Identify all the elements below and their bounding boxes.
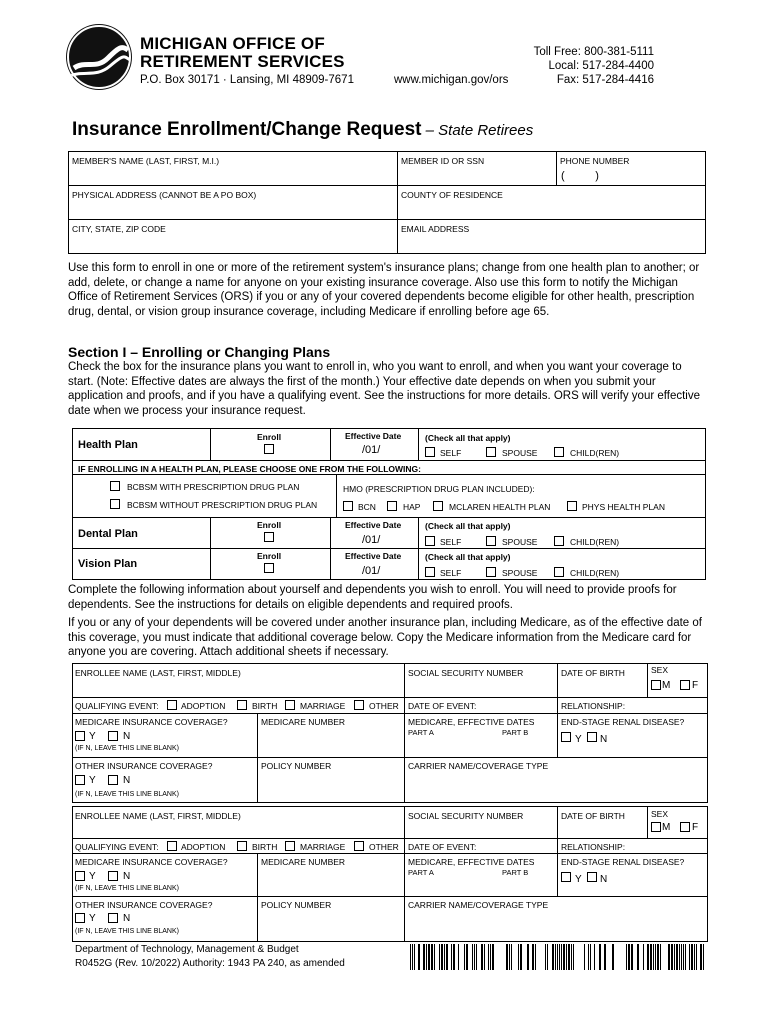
enrollee2-dob-field[interactable]: DATE OF BIRTH [561, 811, 625, 821]
enrollee2-medicare-coverage-label: MEDICARE INSURANCE COVERAGE? [75, 857, 228, 867]
health-spouse-label: SPOUSE [502, 448, 538, 458]
health-spouse-checkbox[interactable] [486, 447, 496, 457]
enrollee2-marriage-label: MARRIAGE [300, 842, 346, 852]
enrollee2-date-of-event-field[interactable]: DATE OF EVENT: [408, 842, 477, 852]
grid-line [336, 474, 337, 517]
dental-spouse-label: SPOUSE [502, 537, 538, 547]
enrollee1-marriage-label: MARRIAGE [300, 701, 346, 711]
enrollee2-birth-label: BIRTH [252, 842, 278, 852]
grid-line [418, 517, 419, 580]
org-name-line2: RETIREMENT SERVICES [140, 52, 345, 71]
grid-line [210, 517, 211, 580]
footer-form-number: R0452G (Rev. 10/2022) Authority: 1943 PA 240, as amended [75, 958, 345, 969]
dependents-paragraph: Complete the following information about yourself and dependents you wish to enroll. You will need to provide proofs for dependents. See the instructions for details on eligible dependents and required proofs. [68, 584, 677, 611]
enrollee1-medicare-n-checkbox[interactable] [108, 731, 118, 741]
enrollee1-medicare-y-checkbox[interactable] [75, 731, 85, 741]
health-children-label: CHILD(REN) [570, 448, 620, 458]
grid-line [72, 460, 706, 461]
enrollee1-relationship-field[interactable]: RELATIONSHIP: [561, 701, 626, 711]
bcn-label: BCN [358, 502, 376, 512]
vision-self-checkbox[interactable] [425, 567, 435, 577]
enrollee2-other-n-label: N [123, 913, 131, 924]
enrollee2-ssn-field[interactable]: SOCIAL SECURITY NUMBER [408, 811, 524, 821]
bcbsm-rx-label: BCBSM WITH PRESCRIPTION DRUG PLAN [127, 482, 300, 492]
website-link[interactable]: www.michigan.gov/ors [394, 74, 509, 86]
enrollee2-other-y-checkbox[interactable] [75, 913, 85, 923]
form-title-dash: – [421, 122, 439, 139]
enrollee1-qualifying-label: QUALIFYING EVENT: [75, 701, 159, 711]
member-id-field[interactable]: MEMBER ID OR SSN [401, 156, 485, 166]
toll-free-number: Toll Free: 800-381-5111 [533, 46, 654, 58]
physical-address-field[interactable]: PHYSICAL ADDRESS (CANNOT BE A PO BOX) [72, 190, 257, 200]
city-state-zip-field[interactable]: CITY, STATE, ZIP CODE [72, 224, 166, 234]
enrollee2-sex-m-label: M [662, 822, 671, 833]
enrollee2-esrd-n-checkbox[interactable] [587, 872, 597, 882]
dental-self-checkbox[interactable] [425, 536, 435, 546]
grid-line [72, 853, 708, 854]
enrollee2-esrd-label: END-STAGE RENAL DISEASE? [561, 857, 685, 867]
enrollee1-other-note: (IF N, LEAVE THIS LINE BLANK) [75, 791, 179, 798]
other-coverage-paragraph: If you or any of your dependents will be covered under another insurance plan, including Medicare, as of the effective date of this coverage, you must indicate that additional coverage below. Copy the Medicare information from the Medicare card for anyone you are covering. Attach additional sheets if necessary. [68, 617, 702, 658]
enrollee2-carrier-field[interactable]: CARRIER NAME/COVERAGE TYPE [408, 900, 549, 910]
dental-effective-date[interactable]: /01/ [362, 534, 381, 546]
grid-line [330, 517, 331, 580]
health-enroll-label: Enroll [257, 432, 282, 442]
enrollee1-sex-m-label: M [662, 680, 671, 691]
enrollee2-birth-checkbox[interactable] [237, 841, 247, 851]
enrollee2-other-label: OTHER [369, 842, 399, 852]
enrollee1-name-field[interactable]: ENROLLEE NAME (LAST, FIRST, MIDDLE) [75, 668, 241, 678]
fax-number: Fax: 517-284-4416 [556, 74, 654, 86]
enrollee2-relationship-field[interactable]: RELATIONSHIP: [561, 842, 626, 852]
grid-line [72, 896, 708, 897]
enrollee1-esrd-label: END-STAGE RENAL DISEASE? [561, 717, 685, 727]
vision-spouse-checkbox[interactable] [486, 567, 496, 577]
vision-self-label: SELF [440, 568, 462, 578]
health-effective-label: Effective Date [345, 431, 402, 441]
dental-enroll-checkbox[interactable] [264, 532, 274, 542]
health-check-all: (Check all that apply) [425, 433, 511, 443]
health-children-checkbox[interactable] [554, 447, 564, 457]
grid-line [557, 806, 558, 896]
enrollee1-other-label: OTHER [369, 701, 399, 711]
enrollee2-medicare-y-label: Y [89, 871, 96, 882]
grid-line [404, 663, 405, 803]
grid-line [257, 713, 258, 803]
enrollee-block-1 [72, 663, 708, 803]
email-field[interactable]: EMAIL ADDRESS [401, 224, 470, 234]
grid-line [72, 474, 706, 475]
enrollee2-sex-f-checkbox[interactable] [680, 822, 690, 832]
vision-effective-label: Effective Date [345, 551, 402, 561]
po-box-address: P.O. Box 30171 · Lansing, MI 48909-7671 [140, 74, 354, 86]
enrollee1-medicare-y-label: Y [89, 731, 96, 742]
grid-line [72, 838, 708, 839]
intro-paragraph: Use this form to enroll in one or more of the retirement system's insurance plans; change from one health plan to another; or add, delete, or change a name for anyone on your existing insurance coverage. Also use this form to notify the Michigan Office of Retirement Services (ORS) if you or any of your covered dependents become eligible for other health, prescription drug, dental, or vision group insurance coverage, including Medicare if enrolling before age 65. [68, 262, 700, 318]
road-emblem-icon [66, 24, 132, 90]
enrollee1-other-y-checkbox[interactable] [75, 775, 85, 785]
health-plan-label: Health Plan [78, 439, 138, 451]
enrollee2-medicare-number-field[interactable]: MEDICARE NUMBER [261, 857, 346, 867]
enrollee1-esrd-y-checkbox[interactable] [561, 732, 571, 742]
enrollee2-medicare-note: (IF N, LEAVE THIS LINE BLANK) [75, 885, 179, 892]
enrollee2-medicare-n-label: N [123, 871, 131, 882]
enrollee2-other-n-checkbox[interactable] [108, 913, 118, 923]
grid-line [72, 697, 708, 698]
enrollee2-sex-label: SEX [651, 809, 669, 819]
enrollee1-other-checkbox[interactable] [354, 700, 364, 710]
enrollee2-qualifying-label: QUALIFYING EVENT: [75, 842, 159, 852]
mclaren-label: MCLAREN HEALTH PLAN [449, 502, 551, 512]
dental-plan-label: Dental Plan [78, 528, 138, 540]
vision-effective-date[interactable]: /01/ [362, 565, 381, 577]
county-field[interactable]: COUNTY OF RESIDENCE [401, 190, 503, 200]
enrollee2-other-checkbox[interactable] [354, 841, 364, 851]
choose-one-note: IF ENROLLING IN A HEALTH PLAN, PLEASE CHOOSE ONE FROM THE FOLLOWING: [78, 464, 421, 474]
bcbsm-no-rx-checkbox[interactable] [110, 499, 120, 509]
health-self-checkbox[interactable] [425, 447, 435, 457]
footer-department: Department of Technology, Management & Budget [75, 944, 299, 955]
enrollee1-carrier-field[interactable]: CARRIER NAME/COVERAGE TYPE [408, 761, 549, 771]
phone-area-code: ( ) [561, 170, 599, 182]
ors-logo [66, 24, 132, 90]
enrollee1-adoption-label: ADOPTION [181, 701, 226, 711]
phys-health-checkbox[interactable] [567, 501, 577, 511]
form-title-sub: State Retirees [438, 122, 534, 139]
health-enroll-checkbox[interactable] [264, 444, 274, 454]
enrollee1-other-n-label: N [123, 775, 131, 786]
enrollee1-adoption-checkbox[interactable] [167, 700, 177, 710]
enrollee2-medicare-dates-label: MEDICARE, EFFECTIVE DATES [408, 857, 535, 867]
section-1-instructions: Check the box for the insurance plans you want to enroll in, who you want to enroll, and when you want your coverage to start. (Note: Effective dates are always the first of the month.) Your effective date depends on when you submit your application and proofs, and if you have a qualifying event. See the instructions for more details. ORS will verify your effective date when we process your insurance request. [68, 361, 700, 417]
enrollee1-esrd-y-label: Y [575, 734, 582, 745]
grid-line [556, 151, 557, 185]
enrollee1-other-n-checkbox[interactable] [108, 775, 118, 785]
dental-enroll-label: Enroll [257, 520, 282, 530]
enrollee1-part-b-field[interactable]: PART B [502, 728, 529, 737]
member-name-field[interactable]: MEMBER'S NAME (LAST, FIRST, M.I.) [72, 156, 220, 166]
grid-line [72, 517, 706, 518]
enrollee1-ssn-field[interactable]: SOCIAL SECURITY NUMBER [408, 668, 524, 678]
hap-label: HAP [403, 502, 421, 512]
enrollee2-sex-m-checkbox[interactable] [651, 822, 661, 832]
contact-numbers [496, 45, 654, 87]
enrollee1-medicare-n-label: N [123, 731, 131, 742]
hap-checkbox[interactable] [387, 501, 397, 511]
enrollee2-other-y-label: Y [89, 913, 96, 924]
enrollee1-sex-m-checkbox[interactable] [651, 680, 661, 690]
grid-line [72, 548, 706, 549]
enrollee2-adoption-label: ADOPTION [181, 842, 226, 852]
enrollee1-medicare-coverage-label: MEDICARE INSURANCE COVERAGE? [75, 717, 228, 727]
phys-health-label: PHYS HEALTH PLAN [582, 502, 665, 512]
enrollee-block-2 [72, 806, 708, 942]
enrollee1-policy-number-field[interactable]: POLICY NUMBER [261, 761, 332, 771]
enrollee2-marriage-checkbox[interactable] [285, 841, 295, 851]
barcode-icon [410, 944, 704, 970]
enrollee1-other-y-label: Y [89, 775, 96, 786]
vision-enroll-checkbox[interactable] [264, 563, 274, 573]
enrollee1-date-of-event-field[interactable]: DATE OF EVENT: [408, 701, 477, 711]
enrollee2-part-a-field[interactable]: PART A [408, 868, 434, 877]
vision-spouse-label: SPOUSE [502, 568, 538, 578]
vision-children-checkbox[interactable] [554, 567, 564, 577]
enrollee1-other-coverage-label: OTHER INSURANCE COVERAGE? [75, 761, 213, 771]
section-1-heading: Section I – Enrolling or Changing Plans [68, 344, 331, 360]
enrollee2-esrd-n-label: N [600, 874, 608, 885]
enrollee2-part-b-field[interactable]: PART B [502, 868, 529, 877]
grid-line [397, 151, 398, 254]
enrollee1-birth-checkbox[interactable] [237, 700, 247, 710]
enrollee2-policy-number-field[interactable]: POLICY NUMBER [261, 900, 332, 910]
grid-line [647, 806, 648, 838]
enrollee2-sex-f-label: F [692, 822, 699, 833]
enrollee1-birth-label: BIRTH [252, 701, 278, 711]
grid-line [68, 219, 706, 220]
grid-line [404, 806, 405, 942]
bcbsm-rx-checkbox[interactable] [110, 481, 120, 491]
health-self-label: SELF [440, 448, 462, 458]
form-title [72, 119, 533, 141]
grid-line [418, 428, 419, 460]
enrollee1-medicare-note: (IF N, LEAVE THIS LINE BLANK) [75, 745, 179, 752]
local-number: Local: 517-284-4400 [548, 60, 654, 72]
enrollee2-other-note: (IF N, LEAVE THIS LINE BLANK) [75, 928, 179, 935]
grid-line [68, 185, 706, 186]
dental-effective-label: Effective Date [345, 520, 402, 530]
enrollee2-other-coverage-label: OTHER INSURANCE COVERAGE? [75, 900, 213, 910]
grid-line [72, 757, 708, 758]
enrollee2-name-field[interactable]: ENROLLEE NAME (LAST, FIRST, MIDDLE) [75, 811, 241, 821]
enrollee2-esrd-y-checkbox[interactable] [561, 872, 571, 882]
enrollee1-medicare-number-field[interactable]: MEDICARE NUMBER [261, 717, 346, 727]
grid-line [647, 663, 648, 697]
dental-check-all: (Check all that apply) [425, 521, 511, 531]
form-title-main: Insurance Enrollment/Change Request [72, 119, 422, 140]
enrollee1-sex-f-label: F [692, 680, 699, 691]
enrollee1-sex-label: SEX [651, 665, 669, 675]
enrollee1-sex-f-checkbox[interactable] [680, 680, 690, 690]
vision-enroll-label: Enroll [257, 551, 282, 561]
dental-spouse-checkbox[interactable] [486, 536, 496, 546]
health-effective-date[interactable]: /01/ [362, 444, 381, 456]
enrollee1-medicare-dates-label: MEDICARE, EFFECTIVE DATES [408, 717, 535, 727]
dental-children-label: CHILD(REN) [570, 537, 620, 547]
enrollee1-marriage-checkbox[interactable] [285, 700, 295, 710]
enrollee2-medicare-y-checkbox[interactable] [75, 871, 85, 881]
grid-line [257, 853, 258, 942]
enrollee2-medicare-n-checkbox[interactable] [108, 871, 118, 881]
enrollee2-adoption-checkbox[interactable] [167, 841, 177, 851]
mclaren-checkbox[interactable] [433, 501, 443, 511]
bcn-checkbox[interactable] [343, 501, 353, 511]
grid-line [210, 428, 211, 460]
enrollee1-esrd-n-label: N [600, 734, 608, 745]
org-name-line1: MICHIGAN OFFICE OF [140, 34, 325, 53]
member-info-grid [68, 151, 706, 254]
vision-children-label: CHILD(REN) [570, 568, 620, 578]
enrollee1-dob-field[interactable]: DATE OF BIRTH [561, 668, 625, 678]
grid-line [557, 663, 558, 757]
enrollee2-esrd-y-label: Y [575, 874, 582, 885]
dental-self-label: SELF [440, 537, 462, 547]
enrollee1-part-a-field[interactable]: PART A [408, 728, 434, 737]
grid-line [330, 428, 331, 460]
vision-plan-label: Vision Plan [78, 558, 138, 570]
hmo-label: HMO (PRESCRIPTION DRUG PLAN INCLUDED): [343, 484, 535, 494]
vision-check-all: (Check all that apply) [425, 552, 511, 562]
dental-children-checkbox[interactable] [554, 536, 564, 546]
enrollee1-esrd-n-checkbox[interactable] [587, 732, 597, 742]
phone-field[interactable]: PHONE NUMBER [560, 156, 630, 166]
grid-line [72, 713, 708, 714]
bcbsm-no-rx-label: BCBSM WITHOUT PRESCRIPTION DRUG PLAN [127, 500, 318, 510]
